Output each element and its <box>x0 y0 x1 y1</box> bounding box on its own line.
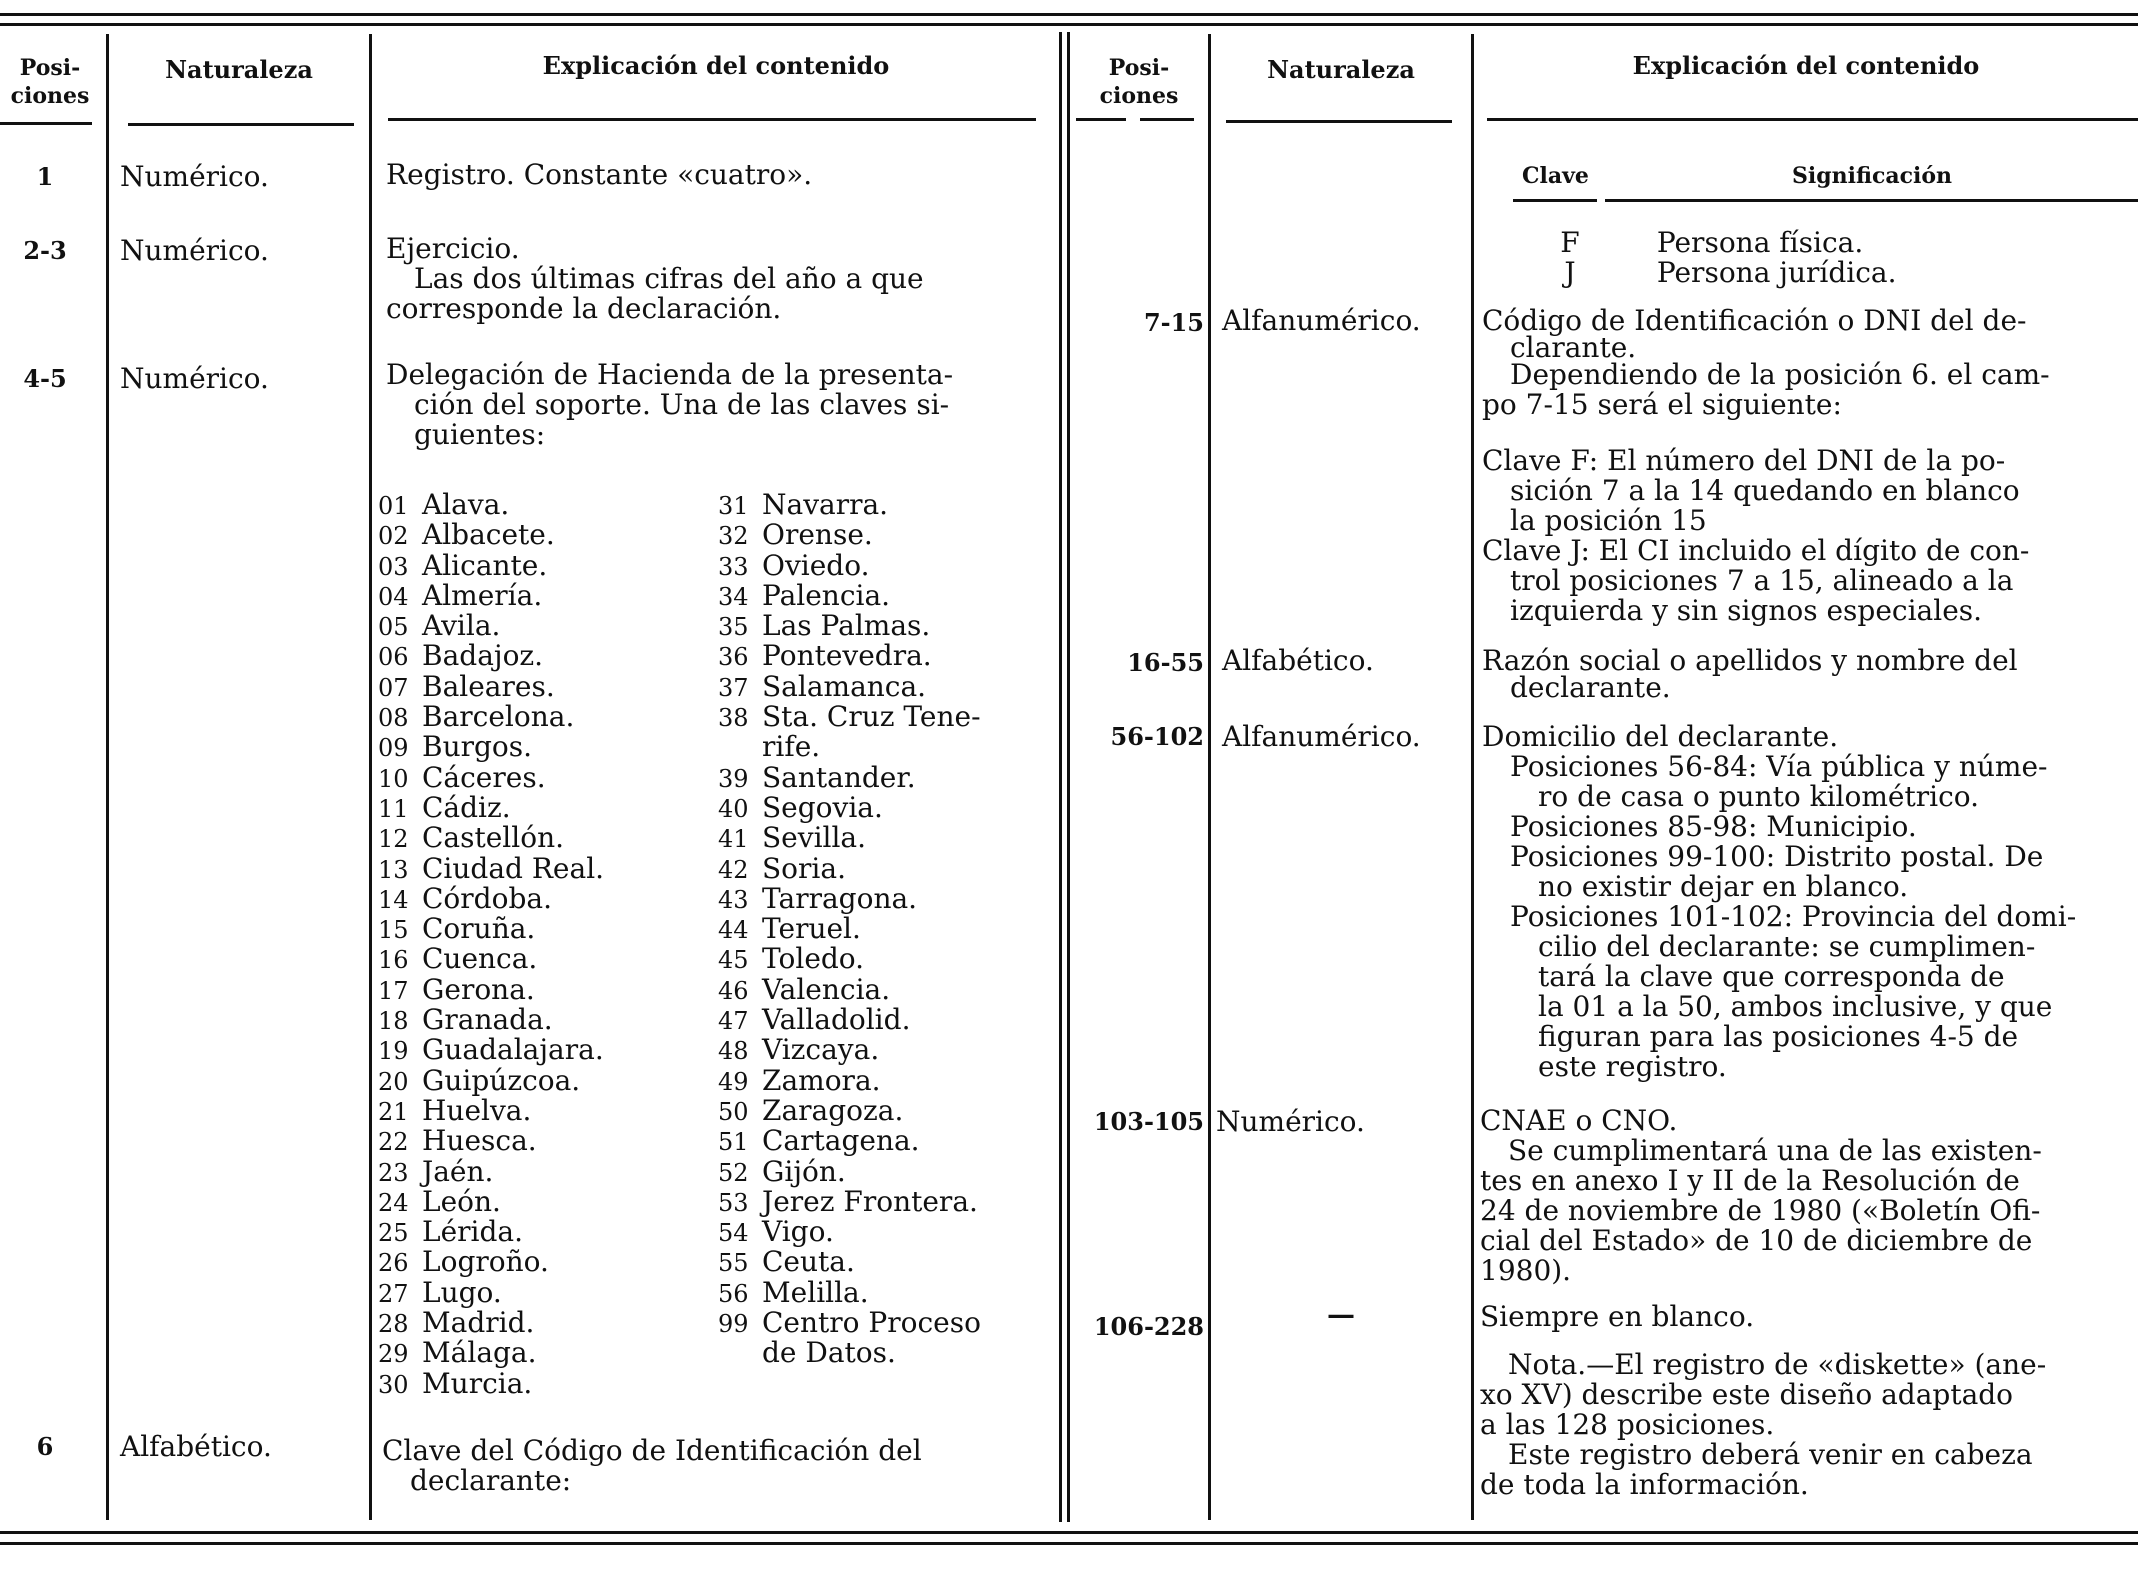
province-code: 48 <box>718 1037 749 1066</box>
province-item <box>378 851 708 885</box>
province-name: Valencia. <box>762 972 891 1006</box>
province-item <box>378 1005 708 1035</box>
province-item <box>718 1093 1048 1127</box>
province-item <box>718 823 1048 853</box>
row-naturaleza: Numérico. <box>120 234 269 267</box>
province-item <box>378 578 708 612</box>
province-name: Vigo. <box>762 1215 834 1249</box>
row-naturaleza: Alfanumérico. <box>1222 720 1421 753</box>
province-name: Valladolid. <box>762 1003 911 1037</box>
top-rule-inner <box>0 23 2138 26</box>
left-col-divider-1 <box>106 34 109 1520</box>
province-item <box>718 1154 1048 1188</box>
province-name: Sevilla. <box>762 821 867 855</box>
province-code: 12 <box>378 825 409 854</box>
row-naturaleza: Alfabético. <box>120 1430 272 1463</box>
province-code: 31 <box>718 492 749 520</box>
clave-j-description: Clave J: El CI incluido el dígito de con- trol posiciones 7 a 15, alineado a la izquierda y sin signos especiales. <box>1482 534 2030 627</box>
province-list-col1 <box>378 490 708 1399</box>
province-code: 17 <box>378 976 409 1005</box>
row-naturaleza: Numérico. <box>1216 1105 1365 1138</box>
province-name: Castellón. <box>422 821 565 855</box>
province-item <box>378 1063 708 1097</box>
province-code: 25 <box>378 1219 409 1248</box>
province-item <box>378 1184 708 1218</box>
header-underline <box>388 118 1036 121</box>
header-underline <box>1076 118 1126 121</box>
province-name: Centro Proceso <box>762 1306 981 1340</box>
province-code: 26 <box>378 1249 409 1278</box>
province-item <box>718 972 1048 1006</box>
row-explicacion: Ejercicio. Las dos últimas cifras del año a que corresponde la declaración. <box>386 232 924 325</box>
province-item <box>718 760 1048 794</box>
province-name: Badajoz. <box>422 639 544 673</box>
province-code: 47 <box>718 1007 749 1036</box>
row-naturaleza: Alfabético. <box>1222 644 1374 677</box>
province-name: Almería. <box>422 578 543 612</box>
header-underline <box>1226 120 1452 123</box>
top-rule-outer <box>0 13 2138 16</box>
province-item <box>378 1154 708 1188</box>
header-underline <box>128 123 354 126</box>
province-item <box>718 1217 1048 1247</box>
province-code: 27 <box>378 1279 409 1308</box>
province-item <box>718 702 1048 732</box>
province-code: 53 <box>718 1188 749 1217</box>
province-name: Madrid. <box>422 1306 535 1340</box>
province-item <box>718 1005 1048 1035</box>
row-posiciones: 103-105 <box>1093 1107 1204 1136</box>
province-code: 28 <box>378 1310 409 1339</box>
province-name: Tarragona. <box>762 881 918 915</box>
right-col-divider-1 <box>1208 34 1211 1520</box>
province-code: 37 <box>718 673 749 702</box>
province-item <box>718 1035 1048 1065</box>
province-item <box>378 1366 708 1400</box>
province-code: 32 <box>718 522 749 551</box>
province-name: Melilla. <box>762 1275 869 1309</box>
row-explicacion: Registro. Constante «cuatro». <box>386 158 813 191</box>
province-item <box>378 1275 708 1309</box>
province-item <box>378 1093 708 1127</box>
province-item <box>718 669 1048 703</box>
province-code: 46 <box>718 976 749 1005</box>
province-code: 56 <box>718 1279 749 1308</box>
province-item <box>378 611 708 641</box>
province-name: Cádiz. <box>422 790 511 824</box>
province-code: 41 <box>718 825 749 854</box>
province-name: Baleares. <box>422 669 555 703</box>
province-code: 99 <box>718 1310 749 1339</box>
clave-row: J Persona jurídica. <box>1564 256 1897 289</box>
province-name: Navarra. <box>762 488 889 521</box>
bottom-rule-outer <box>0 1531 2138 1534</box>
header-explicacion-right: Explicación del contenido <box>1632 51 1980 80</box>
province-item <box>378 1308 708 1338</box>
province-item <box>718 1184 1048 1218</box>
province-item <box>378 520 708 550</box>
province-item <box>378 490 708 520</box>
province-code: 21 <box>378 1097 409 1126</box>
province-name: Barcelona. <box>422 700 575 734</box>
province-item <box>718 520 1048 550</box>
right-col-divider-2 <box>1471 34 1474 1520</box>
province-item <box>718 611 1048 641</box>
row-posiciones: 56-102 <box>1110 722 1204 751</box>
province-name: Gijón. <box>762 1154 846 1188</box>
province-item <box>378 669 708 703</box>
header-naturaleza-right: Naturaleza <box>1267 55 1415 84</box>
province-code: 40 <box>718 794 749 823</box>
header-underline <box>1140 118 1194 121</box>
province-name: Córdoba. <box>422 881 552 915</box>
province-name: Teruel. <box>762 912 861 946</box>
province-item <box>718 944 1048 974</box>
province-item <box>378 881 708 915</box>
province-item <box>378 944 708 974</box>
province-code: 20 <box>378 1067 409 1096</box>
province-name: Alava. <box>422 488 510 521</box>
row-naturaleza: — <box>1327 1298 1355 1331</box>
province-item <box>718 881 1048 915</box>
province-code: 09 <box>378 734 409 763</box>
province-code: 33 <box>718 552 749 581</box>
province-code: 55 <box>718 1249 749 1278</box>
province-code: 52 <box>718 1158 749 1187</box>
province-name: Granada. <box>422 1003 553 1037</box>
row-posiciones: 7-15 <box>1143 308 1204 337</box>
province-code: 06 <box>378 643 409 672</box>
clave-underline <box>1513 199 1597 202</box>
province-code: 07 <box>378 673 409 702</box>
province-item <box>718 790 1048 824</box>
province-name: Pontevedra. <box>762 639 932 673</box>
row-posiciones: 6 <box>36 1432 54 1461</box>
province-item <box>378 790 708 824</box>
province-name: Logroño. <box>422 1245 549 1279</box>
header-posiciones-right: Posi- ciones <box>1099 55 1179 109</box>
province-item <box>718 1275 1048 1309</box>
province-name: Guipúzcoa. <box>422 1063 581 1097</box>
row-explicacion: Domicilio del declarante. Posiciones 56-84: Vía pública y núme- ro de casa o punto kilométrico. Posiciones 85-98: Municipio. Posiciones 99-100: Distrito postal. De no existir dejar en blanco. Posiciones 101-102: Provincia del domi- cilio del declarante: se cumplimen- tará la clave que corresponda de la 01 a la 50, ambos inclusive, y que figuran para las posiciones 4-5 de este registro. <box>1482 720 2077 1083</box>
province-name: Cuenca. <box>422 942 538 976</box>
province-code: 03 <box>378 552 409 581</box>
province-code: 50 <box>718 1097 749 1126</box>
significacion-underline <box>1605 199 2138 202</box>
province-name: León. <box>422 1184 501 1218</box>
province-code: 16 <box>378 946 409 975</box>
province-name: Albacete. <box>422 518 555 552</box>
province-item <box>378 732 708 762</box>
province-name: Avila. <box>422 609 501 643</box>
province-item <box>378 1338 708 1368</box>
province-item <box>718 641 1048 671</box>
header-posiciones-left: Posi- ciones <box>10 55 90 109</box>
province-code: 45 <box>718 946 749 975</box>
province-name: Soria. <box>762 851 846 885</box>
province-name: Huesca. <box>422 1124 537 1158</box>
bottom-rule-inner <box>0 1542 2138 1545</box>
province-item <box>378 1247 708 1277</box>
province-list-col2 <box>718 490 1048 1369</box>
province-item <box>718 1126 1048 1156</box>
province-code: 19 <box>378 1037 409 1066</box>
province-name: Cartagena. <box>762 1124 920 1158</box>
province-name: Sta. Cruz Tene- <box>762 700 981 734</box>
province-code: 30 <box>378 1370 409 1399</box>
significacion-header: Significación <box>1792 163 1953 189</box>
province-code: 35 <box>718 613 749 642</box>
province-name: Murcia. <box>422 1366 533 1400</box>
province-name: Jerez Frontera. <box>762 1184 978 1218</box>
province-name: Orense. <box>762 518 873 552</box>
province-item <box>378 914 708 944</box>
row-posiciones: 106-228 <box>1093 1312 1204 1341</box>
province-item <box>378 1126 708 1156</box>
province-name: Coruña. <box>422 912 536 946</box>
province-code: 15 <box>378 916 409 945</box>
province-item <box>718 1247 1048 1277</box>
province-item <box>378 1035 708 1065</box>
row-explicacion: Siempre en blanco. <box>1480 1300 1755 1333</box>
province-name: Burgos. <box>422 730 533 764</box>
province-code: 29 <box>378 1340 409 1369</box>
clave-f-description: Clave F: El número del DNI de la po- sición 7 a la 14 quedando en blanco la posición 15 <box>1482 444 2020 537</box>
province-code: 36 <box>718 643 749 672</box>
province-code: 18 <box>378 1007 409 1036</box>
province-name: Zaragoza. <box>762 1093 904 1127</box>
province-code: 13 <box>378 855 409 884</box>
row-explicacion: CNAE o CNO. Se cumplimentará una de las existen- tes en anexo I y II de la Resolución de 24 de noviembre de 1980 («Boletín Ofi- cial del Estado» de 10 de diciembre de 1980). <box>1480 1104 2042 1287</box>
province-code: 51 <box>718 1128 749 1157</box>
province-name: Gerona. <box>422 972 535 1006</box>
province-name: Lérida. <box>422 1215 524 1249</box>
province-code: 11 <box>378 794 409 823</box>
province-item <box>378 823 708 853</box>
province-name-continuation: rife. <box>762 730 821 764</box>
header-naturaleza-left: Naturaleza <box>165 55 313 84</box>
center-divider-b <box>1067 32 1070 1522</box>
center-divider-a <box>1059 32 1062 1522</box>
clave-row: F Persona física. <box>1560 226 1864 259</box>
province-item <box>718 578 1048 612</box>
province-item <box>378 1217 708 1247</box>
province-item <box>378 641 708 671</box>
left-col-divider-2 <box>369 34 372 1520</box>
province-item <box>718 1063 1048 1097</box>
province-item <box>378 548 708 582</box>
row-naturaleza: Alfanumérico. <box>1222 304 1421 337</box>
province-name: Oviedo. <box>762 548 870 582</box>
province-item <box>718 548 1048 582</box>
province-code: 23 <box>378 1158 409 1187</box>
province-name: Málaga. <box>422 1336 537 1370</box>
row-posiciones: 2-3 <box>23 236 67 265</box>
province-code: 01 <box>378 492 409 520</box>
province-code: 05 <box>378 613 409 642</box>
province-code: 39 <box>718 764 749 793</box>
province-item <box>718 914 1048 944</box>
province-name: Las Palmas. <box>762 609 931 643</box>
province-name: Zamora. <box>762 1063 881 1097</box>
province-item <box>718 851 1048 885</box>
province-item <box>378 760 708 794</box>
province-code: 54 <box>718 1219 749 1248</box>
province-name-continuation: de Datos. <box>762 1336 896 1370</box>
province-code: 42 <box>718 855 749 884</box>
row-posiciones: 4-5 <box>23 364 67 393</box>
province-name: Palencia. <box>762 578 891 612</box>
row-explicacion: Delegación de Hacienda de la presenta- ción del soporte. Una de las claves si- guientes: <box>386 358 954 451</box>
province-name: Santander. <box>762 760 916 794</box>
province-code: 14 <box>378 885 409 914</box>
province-name: Alicante. <box>422 548 548 582</box>
row-posiciones: 16-55 <box>1127 648 1204 677</box>
province-code: 22 <box>378 1128 409 1157</box>
province-item <box>718 1308 1048 1338</box>
province-name: Guadalajara. <box>422 1033 604 1067</box>
province-item <box>378 972 708 1006</box>
province-code: 38 <box>718 704 749 733</box>
province-name: Ciudad Real. <box>422 851 605 885</box>
province-item <box>378 702 708 732</box>
clave-header: Clave <box>1522 163 1589 189</box>
province-name: Cáceres. <box>422 760 546 794</box>
province-code: 43 <box>718 885 749 914</box>
province-code: 02 <box>378 522 409 551</box>
row-naturaleza: Numérico. <box>120 160 269 193</box>
row-posiciones: 1 <box>36 162 54 191</box>
row-explicacion: Clave del Código de Identificación del declarante: <box>382 1434 922 1497</box>
province-name: Vizcaya. <box>762 1033 880 1067</box>
nota-paragraph: Nota.—El registro de «diskette» (ane- xo XV) describe este diseño adaptado a las 128 posiciones. Este registro deberá venir en cabeza de toda la información. <box>1480 1348 2047 1501</box>
province-code: 08 <box>378 704 409 733</box>
header-explicacion-left: Explicación del contenido <box>542 51 890 80</box>
province-code: 44 <box>718 916 749 945</box>
header-underline <box>0 122 92 125</box>
province-code: 24 <box>378 1188 409 1217</box>
province-name: Ceuta. <box>762 1245 855 1279</box>
province-item <box>718 490 1048 520</box>
province-code: 34 <box>718 582 749 611</box>
province-code: 04 <box>378 582 409 611</box>
header-underline <box>1487 118 2138 121</box>
province-name: Lugo. <box>422 1275 502 1309</box>
province-code: 10 <box>378 764 409 793</box>
province-name: Segovia. <box>762 790 883 824</box>
province-name: Salamanca. <box>762 669 927 703</box>
province-name: Huelva. <box>422 1093 532 1127</box>
row-naturaleza: Numérico. <box>120 362 269 395</box>
province-name: Toledo. <box>762 942 865 976</box>
row-explicacion: Código de Identificación o DNI del de- clarante. Dependiendo de la posición 6. el cam- po 7-15 será el siguiente: <box>1482 304 2050 421</box>
row-explicacion: Razón social o apellidos y nombre del declarante. <box>1482 644 2018 704</box>
province-code: 49 <box>718 1067 749 1096</box>
province-name: Jaén. <box>422 1154 494 1188</box>
